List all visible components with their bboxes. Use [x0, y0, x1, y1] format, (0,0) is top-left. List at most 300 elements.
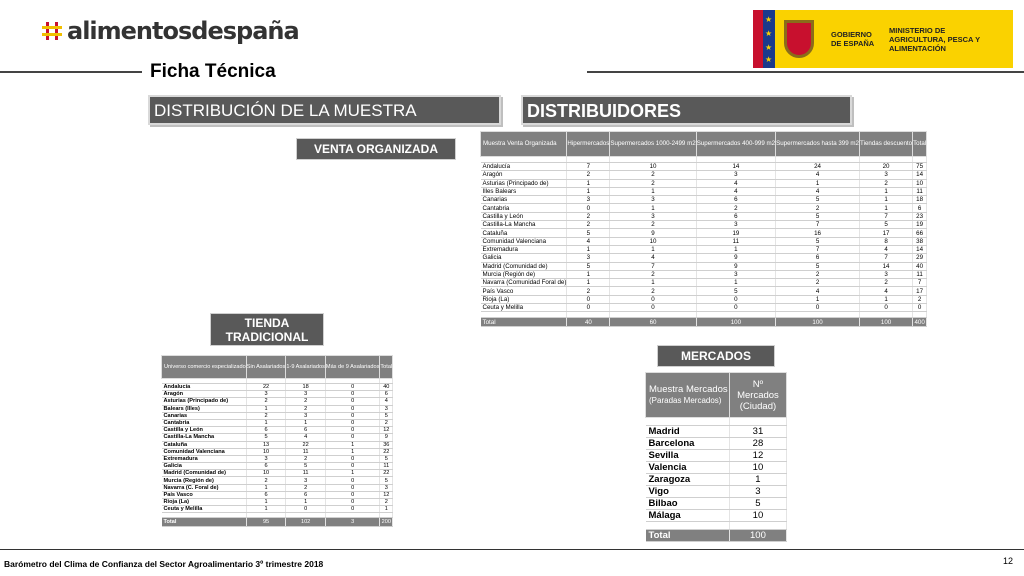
eu-flag-icon: ★ ★ ★ ★ [763, 10, 775, 68]
table-row [162, 463, 393, 470]
cell-value: 0 [776, 304, 860, 312]
cell-value: 2 [567, 171, 610, 179]
cell-value: 5 [246, 434, 286, 441]
table-row [162, 412, 393, 419]
cell-value: 1 [860, 295, 913, 303]
cell-value: 7 [610, 262, 696, 270]
cell-value: 2 [567, 221, 610, 229]
table-row [646, 462, 787, 474]
cell-value: 3 [246, 391, 286, 398]
cell-value: 5 [567, 229, 610, 237]
table-row [646, 486, 787, 498]
cell-value: 23 [913, 212, 927, 220]
row-label: Canarias [481, 196, 567, 204]
cell-value: 6 [913, 204, 927, 212]
cell-value: 1 [696, 245, 775, 253]
row-label: Andalucía [481, 163, 567, 171]
cell-value: 0 [325, 484, 379, 491]
cell-value: 1 [246, 419, 286, 426]
cell-value: 0 [325, 506, 379, 513]
cell-value: 11 [286, 448, 326, 455]
cell-value: 1 [246, 506, 286, 513]
cell-value: 2 [776, 204, 860, 212]
table-row [481, 262, 927, 270]
ministry-name: MINISTERIO DE AGRICULTURA, PESCA Y ALIMENTACIÓN [889, 25, 980, 53]
table-row [646, 426, 787, 438]
cell-value: 20 [860, 163, 913, 171]
table-row [481, 304, 927, 312]
cell-value: 2 [380, 499, 393, 506]
table-header-row [162, 356, 393, 379]
row-label: Castilla y León [162, 427, 247, 434]
row-label: Navarra (C. Foral de) [162, 484, 247, 491]
row-label: Aragón [481, 171, 567, 179]
cell-value: 2 [567, 212, 610, 220]
coat-of-arms-icon [775, 10, 823, 68]
total-value: 3 [325, 518, 379, 527]
cell-value: 0 [325, 434, 379, 441]
cell-value: 0 [325, 398, 379, 405]
total-value: 200 [381, 519, 391, 526]
table-row [162, 434, 393, 441]
col-header: Total [380, 356, 393, 379]
cell-value: 4 [776, 187, 860, 195]
cell-value: 4 [776, 171, 860, 179]
cell-value: 0 [610, 295, 696, 303]
cell-value: 2 [610, 171, 696, 179]
header-line: Nº [752, 378, 764, 390]
cell-value: 1 [860, 187, 913, 195]
hash-icon [42, 20, 64, 42]
cell-value: 6 [286, 491, 326, 498]
cell-value: 10 [913, 179, 927, 187]
table-row [481, 179, 927, 187]
col-header: Muestra Venta Organizada [481, 132, 567, 157]
cell-value: 4 [380, 398, 393, 405]
cell-value: 0 [286, 506, 326, 513]
table-row [162, 441, 393, 448]
cell-value: 29 [913, 254, 927, 262]
row-label: Sevilla [646, 450, 730, 462]
footer-text: Barómetro del Clima de Confianza del Sector Agroalimentario 3º trimestre 2018 [4, 559, 324, 569]
table-row [481, 254, 927, 262]
cell-value: 0 [325, 477, 379, 484]
cell-value: 6 [246, 427, 286, 434]
table-row [646, 474, 787, 486]
spacer-cell [729, 418, 786, 426]
spacer-row [646, 418, 787, 426]
cell-value: 0 [610, 304, 696, 312]
row-label: Ceuta y Melilla [481, 304, 567, 312]
table-row [162, 448, 393, 455]
cell-value: 38 [913, 237, 927, 245]
table-row [162, 470, 393, 477]
cell-value: 6 [286, 427, 326, 434]
row-label: Comunidad Valenciana [162, 448, 247, 455]
row-label: Murcia (Región de) [481, 270, 567, 278]
table-row [481, 295, 927, 303]
header-line: Mercados [737, 389, 779, 401]
cell-value: 9 [380, 434, 393, 441]
table-row [481, 245, 927, 253]
cell-value: 2 [860, 279, 913, 287]
row-label: Madrid (Comunidad de) [481, 262, 567, 270]
col-header: Tiendas descuento [860, 132, 913, 157]
cell-value: 5 [567, 262, 610, 270]
cell-value: 1 [610, 204, 696, 212]
table-row [481, 171, 927, 179]
cell-value: 10 [610, 163, 696, 171]
row-label: Cantabria [481, 204, 567, 212]
cell-value: 3 [860, 171, 913, 179]
cell-value: 3 [696, 171, 775, 179]
header-line: (Ciudad) [739, 400, 777, 412]
table-header-row [481, 132, 927, 157]
table-row [162, 484, 393, 491]
table-row [481, 204, 927, 212]
table-row [481, 221, 927, 229]
cell-value: 2 [776, 279, 860, 287]
table-row [481, 279, 927, 287]
total-label: Total [162, 518, 247, 527]
row-label: Madrid [646, 426, 730, 438]
cell-value: 5 [696, 287, 775, 295]
cell-value: 4 [696, 187, 775, 195]
cell-value: 5 [776, 262, 860, 270]
row-label: Rioja (La) [481, 295, 567, 303]
col-header: Supermercados 400-999 m2 [696, 132, 775, 157]
total-value: 100 [729, 530, 786, 542]
table-row [481, 163, 927, 171]
table-row [162, 391, 393, 398]
col-header [646, 373, 730, 418]
cell-value: 0 [567, 304, 610, 312]
cell-value: 22 [380, 448, 393, 455]
title-rule-right [587, 71, 1024, 73]
cell-value: 24 [776, 163, 860, 171]
row-label: Extremadura [162, 455, 247, 462]
table-row [481, 196, 927, 204]
cell-value: 7 [860, 254, 913, 262]
cell-value: 0 [696, 304, 775, 312]
cell-value: 5 [380, 412, 393, 419]
cell-value: 5 [380, 455, 393, 462]
table-row [162, 499, 393, 506]
col-header: Hipermercados [567, 132, 610, 157]
cell-value: 3 [729, 486, 786, 498]
cell-value: 11 [913, 187, 927, 195]
row-label: Bilbao [646, 498, 730, 510]
cell-value: 1 [860, 204, 913, 212]
cell-value: 8 [860, 237, 913, 245]
table-row [646, 438, 787, 450]
cell-value: 36 [380, 441, 393, 448]
cell-value: 3 [286, 391, 326, 398]
cell-value: 5 [860, 221, 913, 229]
cell-value: 19 [696, 229, 775, 237]
section-muestra-title: DISTRIBUCIÓN DE LA MUESTRA [148, 95, 501, 125]
table-row [481, 270, 927, 278]
cell-value: 9 [610, 229, 696, 237]
tienda-tradicional-table [161, 355, 393, 527]
row-label: Vigo [646, 486, 730, 498]
total-value: 100 [776, 318, 860, 327]
cell-value: 3 [246, 455, 286, 462]
table-row [646, 510, 787, 522]
cell-value: 2 [776, 270, 860, 278]
cell-value: 3 [286, 477, 326, 484]
row-label: Castilla y León [481, 212, 567, 220]
table-row [481, 237, 927, 245]
row-label: Balears (Illes) [162, 405, 247, 412]
spacer-cell [729, 522, 786, 530]
cell-value: 3 [610, 212, 696, 220]
row-label: Cataluña [481, 229, 567, 237]
row-label: Rioja (La) [162, 499, 247, 506]
cell-value: 3 [610, 196, 696, 204]
row-label: Cantabria [162, 419, 247, 426]
cell-value: 4 [610, 254, 696, 262]
cell-value: 1 [325, 441, 379, 448]
cell-value: 0 [325, 427, 379, 434]
col-header: Total [913, 132, 927, 157]
cell-value: 11 [696, 237, 775, 245]
cell-value: 7 [860, 212, 913, 220]
col-header: Sin Asalariados [246, 356, 286, 379]
cell-value: 2 [696, 204, 775, 212]
cell-value: 11 [380, 463, 393, 470]
cell-value: 2 [610, 287, 696, 295]
cell-value: 10 [729, 510, 786, 522]
cell-value: 4 [860, 287, 913, 295]
cell-value: 2 [246, 477, 286, 484]
cell-value: 40 [913, 262, 927, 270]
cell-value: 2 [286, 405, 326, 412]
table-row [481, 187, 927, 195]
page-title: Ficha Técnica [150, 61, 276, 82]
cell-value: 1 [567, 187, 610, 195]
cell-value: 3 [380, 405, 393, 412]
cell-value: 1 [610, 187, 696, 195]
cell-value: 0 [325, 391, 379, 398]
cell-value: 1 [286, 499, 326, 506]
cell-value: 1 [860, 196, 913, 204]
cell-value: 18 [286, 384, 326, 391]
row-label: Asturias (Principado de) [162, 398, 247, 405]
row-label: Zaragoza [646, 474, 730, 486]
cell-value: 0 [913, 304, 927, 312]
cell-value: 1 [567, 279, 610, 287]
row-label: País Vasco [162, 491, 247, 498]
cell-value: 2 [246, 412, 286, 419]
cell-value: 12 [380, 427, 393, 434]
cell-value: 7 [776, 221, 860, 229]
col-header: Supermercados 1000-2499 m2 [610, 132, 696, 157]
cell-value: 0 [325, 405, 379, 412]
cell-value: 9 [696, 254, 775, 262]
cell-value: 2 [567, 287, 610, 295]
cell-value: 2 [610, 270, 696, 278]
cell-value: 0 [325, 491, 379, 498]
cell-value: 75 [913, 163, 927, 171]
table-row [162, 427, 393, 434]
table-row [162, 384, 393, 391]
cell-value: 6 [776, 254, 860, 262]
cell-value: 3 [696, 270, 775, 278]
col-header: Más de 9 Asalariados [325, 356, 379, 379]
row-label: Extremadura [481, 245, 567, 253]
col-header: Supermercados hasta 399 m2 [776, 132, 860, 157]
cell-value: 3 [380, 484, 393, 491]
total-value: 95 [246, 518, 286, 527]
cell-value: 2 [610, 179, 696, 187]
row-label: Comunidad Valenciana [481, 237, 567, 245]
cell-value: 12 [729, 450, 786, 462]
table-row [162, 477, 393, 484]
cell-value: 9 [696, 262, 775, 270]
venta-organizada-label: VENTA ORGANIZADA [296, 138, 456, 160]
total-value: 60 [610, 318, 696, 327]
cell-value: 2 [286, 484, 326, 491]
cell-value: 4 [696, 179, 775, 187]
cell-value: 1 [610, 245, 696, 253]
row-label: Andalucía [162, 384, 247, 391]
row-label: Asturias (Principado de) [481, 179, 567, 187]
row-label: Barcelona [646, 438, 730, 450]
table-row [646, 498, 787, 510]
total-label: Total [646, 530, 730, 542]
cell-value: 22 [246, 384, 286, 391]
cell-value: 11 [913, 270, 927, 278]
header-line: Muestra Mercados [649, 384, 728, 395]
cell-value: 5 [776, 212, 860, 220]
cell-value: 31 [729, 426, 786, 438]
spain-flag-stripe [753, 10, 763, 68]
cell-value: 7 [776, 245, 860, 253]
col-header: 1-9 Asalariados [286, 356, 326, 379]
cell-value: 6 [696, 196, 775, 204]
government-logo [753, 10, 1013, 68]
cell-value: 66 [913, 229, 927, 237]
total-label: Total [481, 318, 567, 327]
table-row [481, 212, 927, 220]
cell-value: 0 [325, 455, 379, 462]
cell-value: 6 [696, 212, 775, 220]
total-row [646, 530, 787, 542]
cell-value: 1 [776, 295, 860, 303]
cell-value: 2 [913, 295, 927, 303]
cell-value: 1 [567, 270, 610, 278]
cell-value: 2 [860, 179, 913, 187]
cell-value: 10 [246, 470, 286, 477]
row-label: Castilla-La Mancha [481, 221, 567, 229]
cell-value: 0 [325, 419, 379, 426]
section-distribuidores-title: DISTRIBUIDORES [521, 95, 852, 125]
distribuidores-table [480, 131, 927, 327]
cell-value: 4 [860, 245, 913, 253]
row-label: Canarias [162, 412, 247, 419]
cell-value: 16 [776, 229, 860, 237]
cell-value: 28 [729, 438, 786, 450]
gov-name: GOBIERNO DE ESPAÑA [831, 30, 875, 48]
table-row [162, 455, 393, 462]
row-label: Málaga [646, 510, 730, 522]
row-label: Illes Balears [481, 187, 567, 195]
cell-value: 1 [246, 499, 286, 506]
cell-value: 4 [776, 287, 860, 295]
table-row [162, 405, 393, 412]
table-row [162, 419, 393, 426]
cell-value: 40 [380, 384, 393, 391]
cell-value: 1 [776, 179, 860, 187]
cell-value: 1 [246, 405, 286, 412]
cell-value: 10 [610, 237, 696, 245]
cell-value: 5 [729, 498, 786, 510]
row-label: Ceuta y Melilla [162, 506, 247, 513]
cell-value: 2 [610, 221, 696, 229]
alimentos-de-espana-logo [42, 14, 299, 48]
cell-value: 0 [325, 384, 379, 391]
cell-value: 14 [913, 171, 927, 179]
cell-value: 14 [860, 262, 913, 270]
cell-value: 17 [860, 229, 913, 237]
row-label: Aragón [162, 391, 247, 398]
cell-value: 0 [696, 295, 775, 303]
cell-value: 1 [696, 279, 775, 287]
cell-value: 11 [286, 470, 326, 477]
cell-value: 22 [380, 470, 393, 477]
total-value: 400 [914, 318, 925, 326]
col-header: Universo comercio especializado [162, 356, 247, 379]
row-label: Galicia [162, 463, 247, 470]
cell-value: 2 [286, 398, 326, 405]
table-row [481, 287, 927, 295]
cell-value: 13 [246, 441, 286, 448]
table-row [162, 506, 393, 513]
cell-value: 5 [776, 196, 860, 204]
total-value: 100 [860, 318, 913, 327]
total-value: 100 [696, 318, 775, 327]
cell-value: 17 [913, 287, 927, 295]
cell-value: 4 [286, 434, 326, 441]
cell-value: 2 [246, 398, 286, 405]
mercados-table [645, 372, 787, 542]
cell-value: 6 [246, 491, 286, 498]
cell-value: 3 [286, 412, 326, 419]
logo-text: alimentosdespaña [67, 17, 299, 45]
cell-value: 5 [380, 477, 393, 484]
cell-value: 19 [913, 221, 927, 229]
cell-value: 2 [380, 419, 393, 426]
mercados-label: MERCADOS [657, 345, 775, 367]
cell-value: 7 [913, 279, 927, 287]
row-label: Valencia [646, 462, 730, 474]
cell-value: 1 [325, 470, 379, 477]
cell-value: 0 [325, 499, 379, 506]
cell-value: 14 [696, 163, 775, 171]
cell-value: 1 [567, 179, 610, 187]
cell-value: 6 [246, 463, 286, 470]
row-label: Castilla-La Mancha [162, 434, 247, 441]
cell-value: 0 [325, 463, 379, 470]
cell-value: 3 [860, 270, 913, 278]
cell-value: 1 [729, 474, 786, 486]
table-row [162, 491, 393, 498]
cell-value: 12 [380, 491, 393, 498]
tienda-line2: TRADICIONAL [225, 330, 309, 344]
row-label: Madrid (Comunidad de) [162, 470, 247, 477]
spacer-row [646, 522, 787, 530]
